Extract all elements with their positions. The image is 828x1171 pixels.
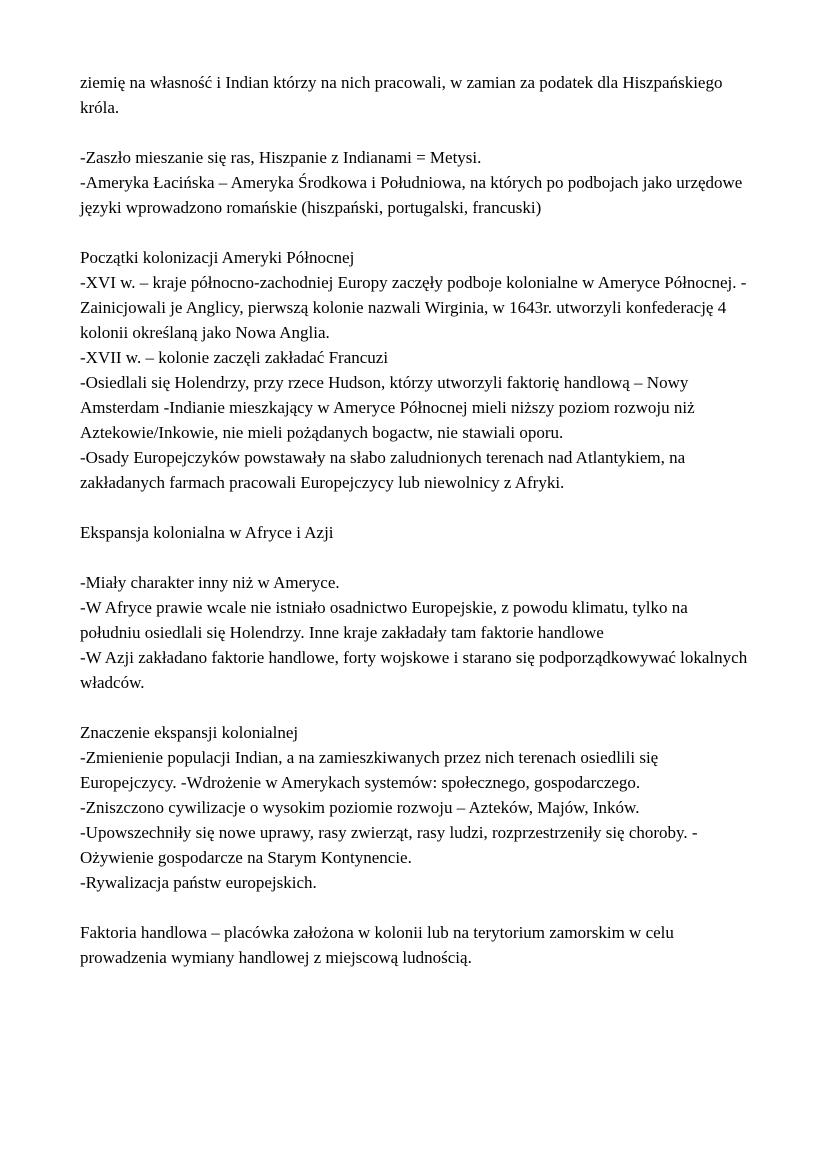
section-heading: Ekspansja kolonialna w Afryce i Azji: [80, 523, 334, 542]
text-line: -Zniszczono cywilizacje o wysokim poziomie rozwoju – Azteków, Majów, Inków.: [80, 798, 640, 817]
text-line: -Zmienienie populacji Indian, a na zamieszkiwanych przez nich terenach osiedlili się Europejczycy. -Wdrożenie w Amerykach systemów: społecznego, gospodarczego.: [80, 748, 659, 792]
text-line: -Osiedlali się Holendrzy, przy rzece Hudson, którzy utworzyli faktorię handlową – Nowy Amsterdam -Indianie mieszkający w Ameryce Północnej mieli niższy poziom rozwoju niż Aztekowie/Inkowie, nie mieli pożądanych bogactw, nie stawiali oporu.: [80, 373, 695, 442]
section-heading: Znaczenie ekspansji kolonialnej: [80, 723, 299, 742]
paragraph-block-trading-post: [80, 920, 750, 970]
text-line: -XVII w. – kolonie zaczęli zakładać Francuzi: [80, 348, 389, 367]
paragraph-block-north-america: [80, 245, 750, 495]
text-line: -W Azji zakładano faktorie handlowe, forty wojskowe i starano się podporządkowywać lokalnych władców.: [80, 648, 748, 692]
text-line: -Zaszło mieszanie się ras, Hiszpanie z Indianami = Metysi.: [80, 148, 482, 167]
text-line: ziemię na własność i Indian którzy na nich pracowali, w zamian za podatek dla Hiszpańskiego króla.: [80, 73, 723, 117]
paragraph-block-mixing-races: [80, 145, 750, 220]
paragraph-block-significance: [80, 720, 750, 895]
paragraph-block-africa-asia: [80, 570, 750, 695]
section-heading: Początki kolonizacji Ameryki Północnej: [80, 248, 355, 267]
text-line: -Miały charakter inny niż w Ameryce.: [80, 573, 340, 592]
text-line: Faktoria handlowa – placówka założona w kolonii lub na terytorium zamorskim w celu prowadzenia wymiany handlowej z miejscową ludnością.: [80, 923, 674, 967]
paragraph-block-africa-asia-heading: [80, 520, 750, 545]
text-line: -Osady Europejczyków powstawały na słabo zaludnionych terenach nad Atlantykiem, na zakładanych farmach pracowali Europejczycy lub niewolnicy z Afryki.: [80, 448, 686, 492]
text-line: -Rywalizacja państw europejskich.: [80, 873, 317, 892]
text-line: -Ameryka Łacińska – Ameryka Środkowa i Południowa, na których po podbojach jako urzędowe języki wprowadzono romańskie (hiszpański, portugalski, francuski): [80, 173, 743, 217]
paragraph-block-intro: [80, 70, 750, 120]
text-line: -W Afryce prawie wcale nie istniało osadnictwo Europejskie, z powodu klimatu, tylko na południu osiedlali się Holendrzy. Inne kraje zakładały tam faktorie handlowe: [80, 598, 688, 642]
text-line: -XVI w. – kraje północno-zachodniej Europy zaczęły podboje kolonialne w Ameryce Północnej. -Zainicjowali je Anglicy, pierwszą kolonie nazwali Wirginia, w 1643r. utworzyli konfederację 4 kolonii określaną jako Nowa Anglia.: [80, 273, 747, 342]
text-line: -Upowszechniły się nowe uprawy, rasy zwierząt, rasy ludzi, rozprzestrzeniły się choroby. -Ożywienie gospodarcze na Starym Kontynencie.: [80, 823, 698, 867]
